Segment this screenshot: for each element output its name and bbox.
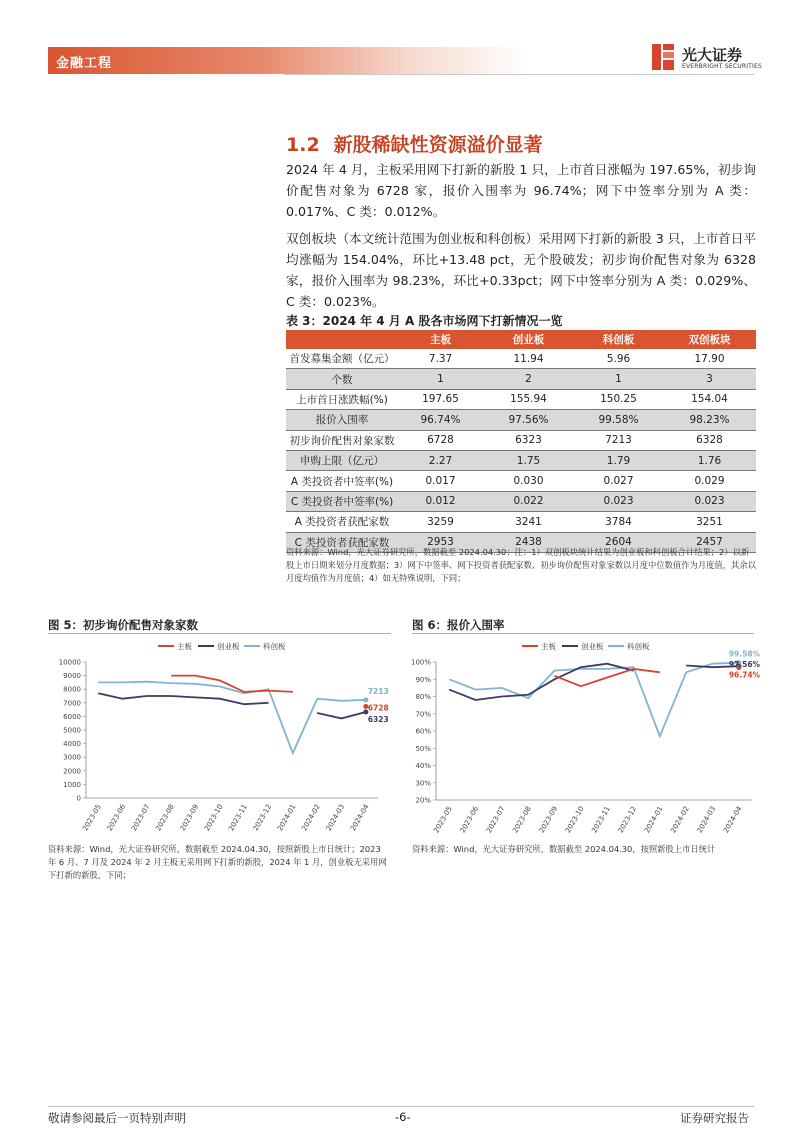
table-row xyxy=(286,389,756,409)
table-cell: 1.79 xyxy=(574,450,663,470)
table-cell: 2438 xyxy=(483,532,574,552)
x-tick-label: 2023-08 xyxy=(511,805,533,835)
table-cell: 0.030 xyxy=(483,471,574,491)
figure5-source-note: 资料来源：Wind，光大证券研究所，数据截至 2024.04.30，按照新股上市日统计；2023 年 6 月、7 月及 2024 年 2 月主板无采用网下打新的新股，2024 年 1 月，创业板无采用网下打新的新股，下同； xyxy=(48,844,387,880)
y-tick-label: 70% xyxy=(415,710,431,719)
table-source-note: 资料来源：Wind，光大证券研究所，数据截至 2024.04.30；注：1）双创板块统计结果为创业板和科创板合计结果；2）以新股上市日期来划分月度数据；3）网下中签率、网下投资者获配家数、初步询价配售对象家数以月度中位数值作为月度值，其余以月度均值作为月度值；4）如无特殊说明，下同； xyxy=(286,547,756,583)
row-label: 初步询价配售对象家数 xyxy=(286,430,398,450)
table-row xyxy=(286,430,756,450)
series-line xyxy=(449,663,739,737)
header-divider xyxy=(284,74,754,75)
logo-chinese: 光大证券 xyxy=(682,46,743,64)
x-tick-label: 2023-07 xyxy=(130,803,152,833)
table-cell: 0.022 xyxy=(483,491,574,511)
table-cell: 7.37 xyxy=(398,349,483,369)
y-tick-label: 80% xyxy=(415,693,431,701)
y-tick-label: 5000 xyxy=(63,726,81,735)
table-cell: 155.94 xyxy=(483,389,574,409)
table-cell: 3784 xyxy=(574,512,663,532)
table-cell: 0.023 xyxy=(574,491,663,511)
end-value-label: 7213 xyxy=(367,686,389,696)
y-tick-label: 7000 xyxy=(63,699,81,708)
table-cell: 150.25 xyxy=(574,389,663,409)
y-tick-label: 40% xyxy=(415,762,431,770)
y-tick-label: 8000 xyxy=(63,685,81,694)
x-tick-label: 2024-03 xyxy=(695,805,718,835)
table-cell: 3259 xyxy=(398,512,483,532)
legend-label: 创业板 xyxy=(217,642,240,651)
x-tick-label: 2023-07 xyxy=(485,805,507,835)
table-cell: 3 xyxy=(663,369,756,389)
x-tick-label: 2023-12 xyxy=(251,803,274,833)
table-row xyxy=(286,349,756,369)
end-value-label: 6728 xyxy=(367,703,389,713)
row-label: A 类投资者中签率(%) xyxy=(286,471,398,491)
y-tick-label: 9000 xyxy=(63,672,81,681)
table-cell: 0.027 xyxy=(574,471,663,491)
x-tick-label: 2024-02 xyxy=(669,805,691,835)
x-tick-label: 2023-10 xyxy=(203,803,225,833)
table-row xyxy=(286,410,756,430)
legend-label: 创业板 xyxy=(581,642,604,651)
figure5-title: 图 5：初步询价配售对象家数 xyxy=(48,618,199,632)
x-tick-label: 2023-12 xyxy=(616,805,639,835)
logo-mark-icon xyxy=(650,42,676,72)
x-tick-label: 2023-10 xyxy=(564,805,586,835)
y-tick-label: 6000 xyxy=(63,712,81,721)
x-tick-label: 2023-11 xyxy=(590,805,612,835)
paragraph-main-board: 2024 年 4 月，主板采用网下打新的新股 1 只，上市首日涨幅为 197.65%，初步询价配售对象为 6728 家，报价入围率为 96.74%；网下中签率分别为 A 类：0.017%、C 类：0.012%。 xyxy=(286,162,756,219)
y-tick-label: 0 xyxy=(76,794,81,803)
footer-report-type: 证券研究报告 xyxy=(680,1111,749,1125)
row-label: 申购上限（亿元） xyxy=(286,450,398,470)
y-tick-label: 20% xyxy=(415,796,431,805)
table-cell: 98.23% xyxy=(663,410,756,430)
series-line xyxy=(98,682,366,753)
y-tick-label: 100% xyxy=(410,658,431,667)
table-row xyxy=(286,369,756,389)
legend-label: 科创板 xyxy=(627,642,650,651)
figure5-chart xyxy=(48,636,391,836)
ipo-table xyxy=(286,330,756,553)
y-tick-label: 30% xyxy=(415,779,431,788)
table-cell: 0.012 xyxy=(398,491,483,511)
y-tick-label: 1000 xyxy=(63,780,81,789)
table-cell: 96.74% xyxy=(398,410,483,430)
table-cell: 6328 xyxy=(663,430,756,450)
table-cell: 1 xyxy=(398,369,483,389)
table-cell: 0.029 xyxy=(663,471,756,491)
table-cell: 11.94 xyxy=(483,349,574,369)
legend-label: 科创板 xyxy=(263,642,286,651)
table-cell: 6728 xyxy=(398,430,483,450)
y-tick-label: 50% xyxy=(415,744,431,753)
series-line xyxy=(317,712,366,718)
table-cell: 2953 xyxy=(398,532,483,552)
header-section-label: 金融工程 xyxy=(56,56,113,71)
table-cell: 5.96 xyxy=(574,349,663,369)
x-tick-label: 2024-01 xyxy=(643,805,665,835)
table-cell: 154.04 xyxy=(663,389,756,409)
table-cell: 2 xyxy=(483,369,574,389)
figure6-divider xyxy=(412,633,754,634)
table-row xyxy=(286,471,756,491)
x-tick-label: 2023-06 xyxy=(458,805,481,835)
section-number: 1.2 xyxy=(286,134,320,156)
row-label: 报价入围率 xyxy=(286,410,398,430)
section-heading xyxy=(286,130,543,157)
paragraph-dual-innovation: 双创板块（本文统计范围为创业板和科创板）采用网下打新的新股 3 只，上市首日平均涨幅为 154.04%，环比+13.48 pct，无个股破发；初步询价配售对象为 6328 家，报价入围率为 98.23%，环比+0.33pct；网下中签率分别为 A 类：0.029%、C 类：0.023%。 xyxy=(286,231,756,309)
row-label: A 类投资者获配家数 xyxy=(286,512,398,532)
table-cell: 97.56% xyxy=(483,410,574,430)
x-tick-label: 2023-05 xyxy=(432,805,454,835)
table-header-cell: 双创板块 xyxy=(663,330,756,349)
table-cell: 197.65 xyxy=(398,389,483,409)
table-cell: 0.017 xyxy=(398,471,483,491)
table-title: 表 3：2024 年 4 月 A 股各市场网下打新情况一览 xyxy=(286,314,563,328)
logo-english: EVERBRIGHT SECURITIES xyxy=(682,63,762,70)
x-tick-label: 2023-09 xyxy=(537,805,560,835)
end-value-label: 97.56% xyxy=(728,660,761,670)
row-label: C 类投资者中签率(%) xyxy=(286,491,398,511)
table-cell: 17.90 xyxy=(663,349,756,369)
page-number: -6- xyxy=(395,1110,411,1124)
series-line xyxy=(98,693,268,704)
x-tick-label: 2023-11 xyxy=(227,803,249,833)
table-cell: 1.75 xyxy=(483,450,574,470)
company-logo xyxy=(650,42,760,74)
table-row xyxy=(286,512,756,532)
x-tick-label: 2024-03 xyxy=(324,803,347,833)
table-cell: 2604 xyxy=(574,532,663,552)
footer-disclaimer: 敬请参阅最后一页特别声明 xyxy=(48,1111,186,1125)
table-cell: 0.023 xyxy=(663,491,756,511)
figure6-source-note: 资料来源：Wind，光大证券研究所，数据截至 2024.04.30，按照新股上市日统计 xyxy=(412,844,716,854)
x-tick-label: 2023-06 xyxy=(105,803,128,833)
figure6-title: 图 6：报价入围率 xyxy=(412,618,505,632)
end-value-label: 99.58% xyxy=(728,649,761,659)
table-cell: 99.58% xyxy=(574,410,663,430)
row-label: C 类投资者获配家数 xyxy=(286,532,398,552)
legend-label: 主板 xyxy=(177,642,192,651)
legend-label: 主板 xyxy=(541,642,556,651)
table-cell: 2.27 xyxy=(398,450,483,470)
table-row xyxy=(286,491,756,511)
x-tick-label: 2023-08 xyxy=(154,803,176,833)
table-cell: 1.76 xyxy=(663,450,756,470)
x-tick-label: 2023-09 xyxy=(178,803,201,833)
x-tick-label: 2024-02 xyxy=(300,803,322,833)
table-header-cell: 科创板 xyxy=(574,330,663,349)
end-value-label: 96.74% xyxy=(728,670,761,680)
row-label: 个数 xyxy=(286,369,398,389)
table-cell: 3251 xyxy=(663,512,756,532)
table-row xyxy=(286,450,756,470)
series-end-point xyxy=(363,697,368,702)
y-tick-label: 2000 xyxy=(63,767,81,776)
table-header-cell xyxy=(286,330,398,349)
table-header-cell: 主板 xyxy=(398,330,483,349)
table-header-cell: 创业板 xyxy=(483,330,574,349)
x-tick-label: 2024-04 xyxy=(349,803,371,833)
y-tick-label: 4000 xyxy=(63,740,81,749)
table-cell: 2457 xyxy=(663,532,756,552)
table-cell: 1 xyxy=(574,369,663,389)
figure6-chart xyxy=(410,636,761,836)
header-band xyxy=(48,47,528,74)
section-title: 新股稀缺性资源溢价显著 xyxy=(333,134,543,156)
row-label: 首发募集金额（亿元） xyxy=(286,349,398,369)
x-tick-label: 2024-01 xyxy=(276,803,298,833)
table-cell: 3241 xyxy=(483,512,574,532)
y-tick-label: 90% xyxy=(415,675,431,684)
figure5-divider xyxy=(48,633,391,634)
table-header-row xyxy=(286,330,756,349)
table-cell: 6323 xyxy=(483,430,574,450)
table-cell: 7213 xyxy=(574,430,663,450)
footer-divider xyxy=(48,1106,754,1107)
row-label: 上市首日涨跌幅(%) xyxy=(286,389,398,409)
end-value-label: 6323 xyxy=(367,715,389,725)
y-tick-label: 60% xyxy=(415,727,431,736)
y-tick-label: 3000 xyxy=(63,753,81,762)
y-tick-label: 10000 xyxy=(58,658,81,667)
x-tick-label: 2023-05 xyxy=(81,803,103,833)
x-tick-label: 2024-04 xyxy=(722,805,744,835)
